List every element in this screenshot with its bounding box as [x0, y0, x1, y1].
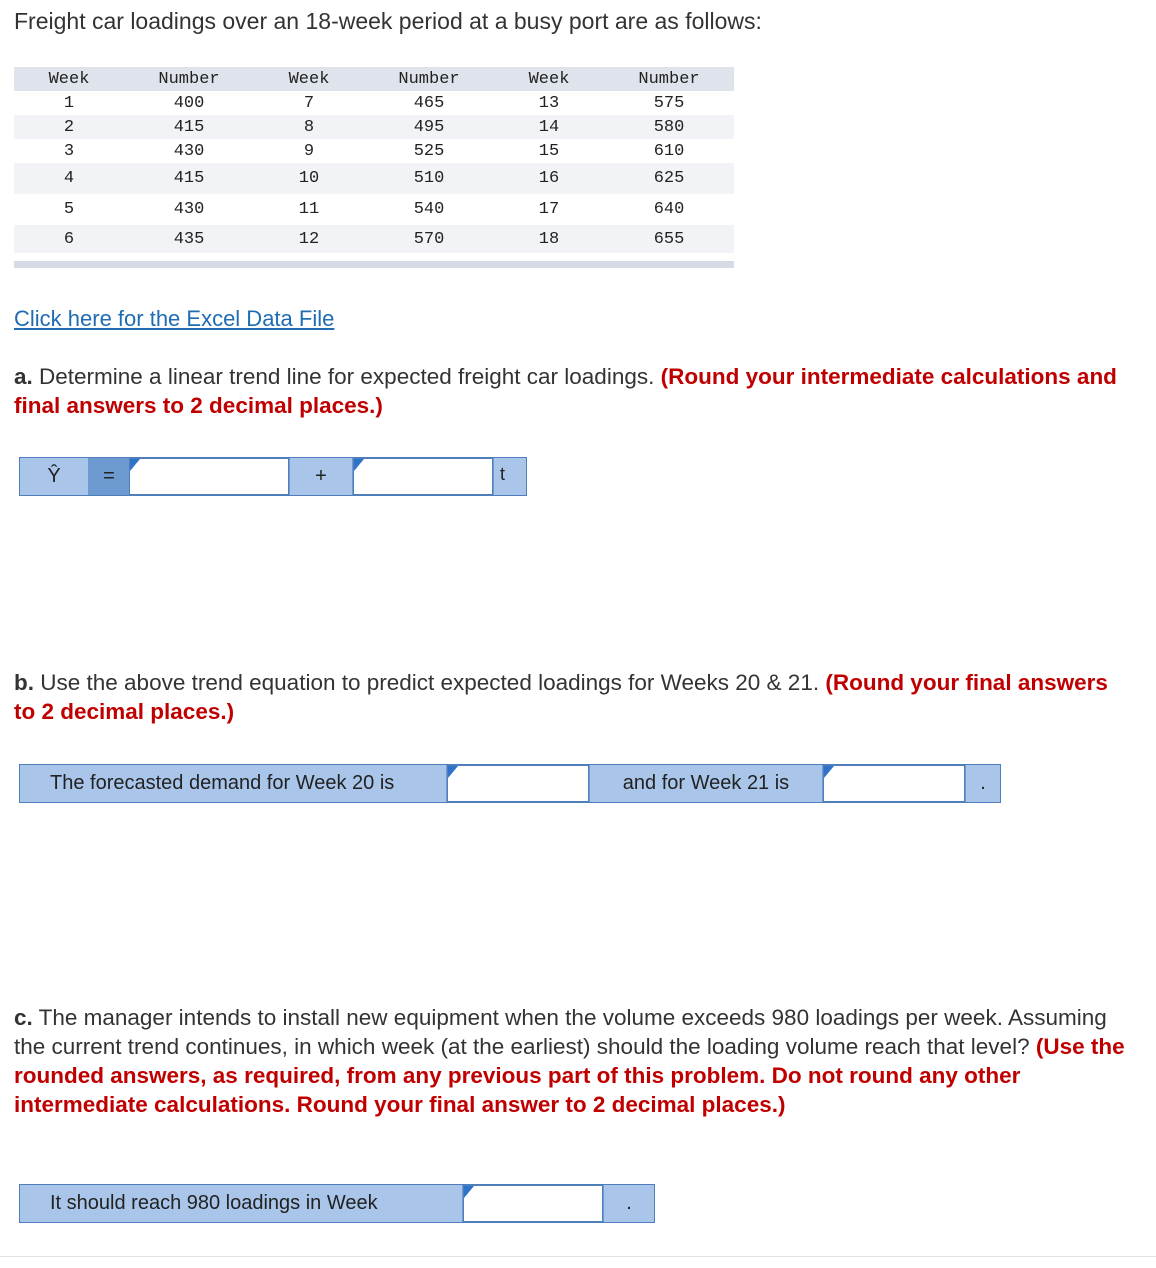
- loadings-table: [14, 67, 734, 253]
- table-cell: 11: [254, 194, 364, 225]
- table-row: [14, 139, 734, 163]
- table-cell: 17: [494, 194, 604, 225]
- table-cell: 465: [364, 91, 494, 115]
- t-variable: t: [494, 458, 526, 495]
- plus-sign: +: [290, 458, 352, 495]
- table-cell: 7: [254, 91, 364, 115]
- table-cell: 8: [254, 115, 364, 139]
- slope-input[interactable]: [353, 458, 493, 495]
- answer-flag-icon: [464, 1186, 474, 1198]
- week-answer-row: [19, 1184, 655, 1223]
- table-cell: 415: [124, 115, 254, 139]
- table-row: [14, 163, 734, 194]
- table-cell: 415: [124, 163, 254, 194]
- week21-label: and for Week 21 is: [590, 765, 822, 802]
- table-cell: 6: [14, 225, 124, 253]
- table-cell: 435: [124, 225, 254, 253]
- table-cell: 15: [494, 139, 604, 163]
- table-row: [14, 225, 734, 253]
- problem-intro: Freight car loadings over an 18-week period at a busy port are as follows:: [14, 8, 762, 34]
- header-week-1: Week: [14, 67, 124, 91]
- table-cell: 510: [364, 163, 494, 194]
- header-week-2: Week: [254, 67, 364, 91]
- table-cell: 610: [604, 139, 734, 163]
- table-cell: 12: [254, 225, 364, 253]
- part-a-label: a.: [14, 364, 33, 389]
- table-cell: 2: [14, 115, 124, 139]
- table-row: [14, 91, 734, 115]
- part-b-question: [14, 668, 1134, 726]
- header-number-3: Number: [604, 67, 734, 91]
- table-row: [14, 115, 734, 139]
- part-c-instruction: (Use the rounded answers, as required, from any previous part of this problem. Do not round any other intermediate calculations. Round your final answer to 2 decimal places.): [14, 1034, 1125, 1117]
- table-cell: 9: [254, 139, 364, 163]
- header-week-3: Week: [494, 67, 604, 91]
- table-cell: 10: [254, 163, 364, 194]
- table-header-row: [14, 67, 734, 91]
- part-a-instruction: (Round your intermediate calculations and final answers to 2 decimal places.): [14, 364, 1117, 418]
- excel-data-link[interactable]: Click here for the Excel Data File: [14, 306, 335, 331]
- table-cell: 575: [604, 91, 734, 115]
- table-cell: 580: [604, 115, 734, 139]
- table-cell: 495: [364, 115, 494, 139]
- table-cell: 14: [494, 115, 604, 139]
- equals-sign: =: [103, 465, 115, 487]
- yhat-label: Ŷ: [20, 458, 88, 495]
- table-cell: 570: [364, 225, 494, 253]
- answer-flag-icon: [130, 459, 140, 471]
- header-number-1: Number: [124, 67, 254, 91]
- period-mark: .: [604, 1185, 654, 1222]
- trend-equation-row: [19, 457, 527, 496]
- table-cell: 5: [14, 194, 124, 225]
- table-cell: 1: [14, 91, 124, 115]
- table-bottom-bar: [14, 261, 734, 268]
- intercept-input[interactable]: [129, 458, 289, 495]
- table-cell: 430: [124, 194, 254, 225]
- period-mark: .: [966, 765, 1000, 802]
- week21-input[interactable]: [823, 765, 965, 802]
- table-cell: 625: [604, 163, 734, 194]
- week20-input[interactable]: [447, 765, 589, 802]
- week20-label: The forecasted demand for Week 20 is: [20, 765, 446, 802]
- answer-flag-icon: [824, 766, 834, 778]
- table-cell: 540: [364, 194, 494, 225]
- part-b-text: Use the above trend equation to predict expected loadings for Weeks 20 & 21.: [34, 670, 826, 695]
- page-divider: [0, 1256, 1156, 1257]
- table-cell: 640: [604, 194, 734, 225]
- part-b-label: b.: [14, 670, 34, 695]
- part-a-question: [14, 362, 1134, 420]
- table-cell: 18: [494, 225, 604, 253]
- table-cell: 4: [14, 163, 124, 194]
- part-c-label: c.: [14, 1005, 33, 1030]
- table-cell: 16: [494, 163, 604, 194]
- part-a-text: Determine a linear trend line for expected freight car loadings.: [32, 364, 661, 389]
- part-c-text: The manager intends to install new equipment when the volume exceeds 980 loadings per week. Assuming the current trend continues, in which week (at the earliest) should the loading volume reach that level?: [14, 1005, 1107, 1059]
- table-cell: 3: [14, 139, 124, 163]
- table-cell: 430: [124, 139, 254, 163]
- header-number-2: Number: [364, 67, 494, 91]
- table-cell: 400: [124, 91, 254, 115]
- table-cell: 655: [604, 225, 734, 253]
- part-b-instruction: (Round your final answers to 2 decimal places.): [14, 670, 1108, 724]
- table-row: [14, 194, 734, 225]
- forecast-row: [19, 764, 1001, 803]
- table-cell: 13: [494, 91, 604, 115]
- week-answer-label: It should reach 980 loadings in Week: [20, 1185, 462, 1222]
- part-c-question: [14, 1003, 1134, 1119]
- answer-flag-icon: [448, 766, 458, 778]
- week-answer-input[interactable]: [463, 1185, 603, 1222]
- answer-flag-icon: [354, 459, 364, 471]
- table-cell: 525: [364, 139, 494, 163]
